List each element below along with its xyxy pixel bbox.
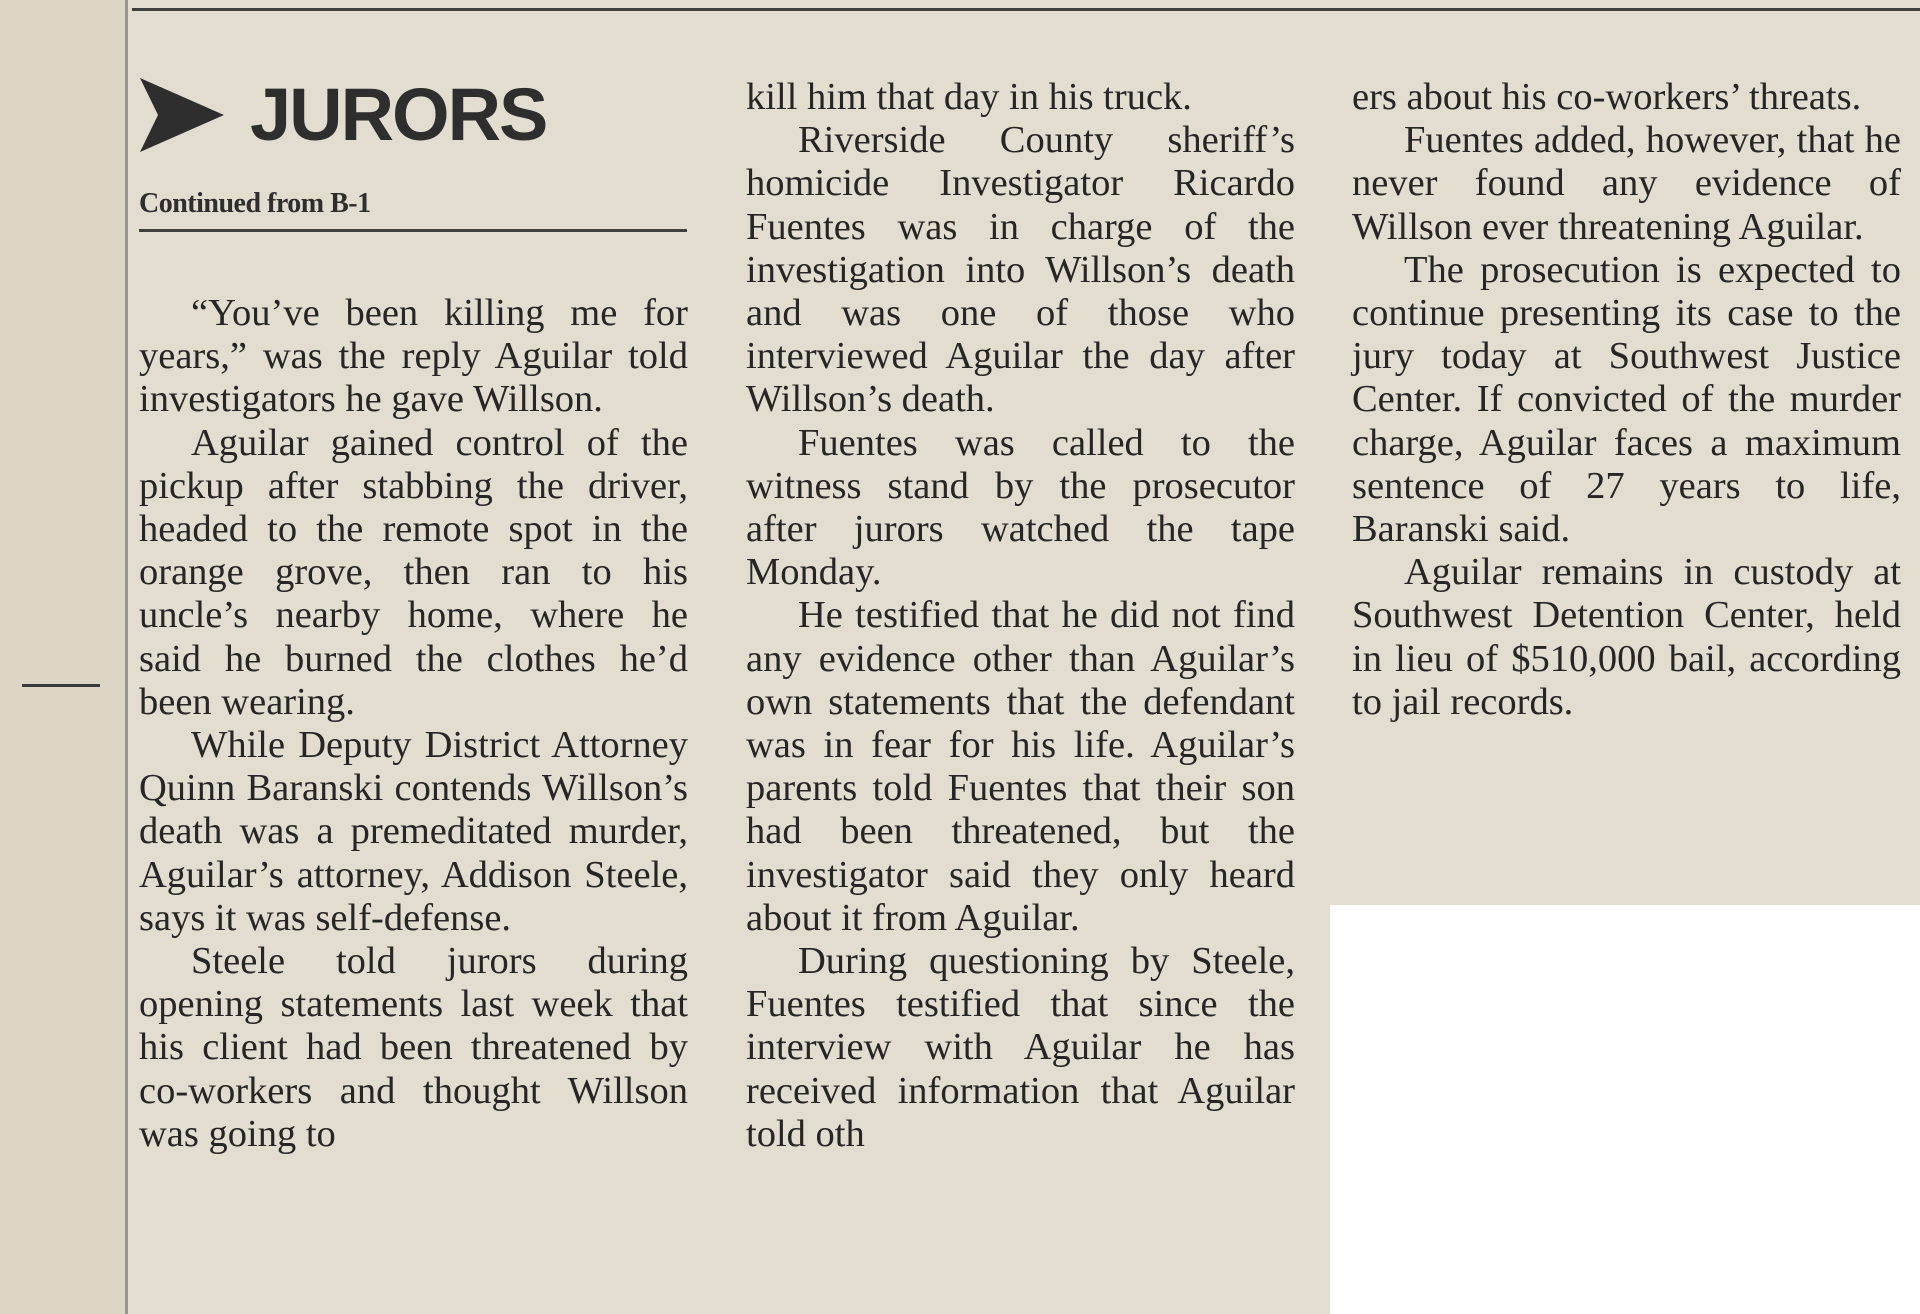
headline-kicker: JURORS bbox=[250, 73, 547, 156]
article-paragraph: He testified that he did not find any evidence other than Aguilar’s own statements that the defendant was in fear for his life. Aguilar’s parents told Fuentes that their son had been threatened, but the investigator said they only heard about it from Aguilar. bbox=[746, 594, 1295, 939]
jump-headline bbox=[140, 70, 546, 160]
article-paragraph: Aguilar gained control of the pickup after stabbing the driver, headed to the remote spot in the orange grove, then ran to his uncle’s nearby home, where he said he burned the clothes he’d been wearing. bbox=[139, 421, 688, 723]
article-paragraph: “You’ve been killing me for years,” was the reply Aguilar told investigators he gave Willson. bbox=[139, 292, 688, 421]
article-column-2 bbox=[746, 76, 1295, 1156]
continued-from-label: Continued from B-1 bbox=[139, 188, 371, 219]
article-paragraph: Fuentes was called to the witness stand by the prosecutor after jurors watched the tape Monday. bbox=[746, 421, 1295, 594]
article-paragraph: Fuentes added, however, that he never found any evidence of Willson ever threatening Aguilar. bbox=[1352, 119, 1901, 248]
top-rule bbox=[132, 8, 1920, 11]
margin-tick-mark bbox=[22, 684, 100, 687]
margin-strip bbox=[0, 0, 125, 1314]
article-paragraph: While Deputy District Attorney Quinn Baranski contends Willson’s death was a premeditated murder, Aguilar’s attorney, Addison Steele, says it was self-defense. bbox=[139, 724, 688, 939]
article-paragraph: Steele told jurors during opening statements last week that his client had been threatened by co-workers and thought Willson was going to bbox=[139, 940, 688, 1155]
continued-rule bbox=[139, 229, 687, 232]
article-paragraph: kill him that day in his truck. bbox=[746, 76, 1192, 118]
article-paragraph: Riverside County sheriff’s homicide Investigator Ricardo Fuentes was in charge of the investigation into Willson’s death and was one of those who interviewed Aguilar the day after Willson’s death. bbox=[746, 119, 1295, 421]
article-paragraph: During questioning by Steele, Fuentes testified that since the interview with Aguilar he has received information that Aguilar told oth bbox=[746, 940, 1295, 1155]
article-column-3 bbox=[1352, 76, 1901, 724]
article-paragraph: The prosecution is expected to continue presenting its case to the jury today at Southwest Justice Center. If convicted of the murder charge, Aguilar faces a maximum sentence of 27 years to life, Baranski said. bbox=[1352, 248, 1901, 551]
right-arrowhead-icon bbox=[140, 78, 224, 152]
article-paragraph: ers about his co-workers’ threats. bbox=[1352, 76, 1862, 118]
article-paragraph: Aguilar remains in custody at Southwest Detention Center, held in lieu of $510,000 bail, according to jail records. bbox=[1352, 551, 1901, 723]
article-column-1 bbox=[139, 292, 688, 1156]
column-fold-line bbox=[125, 0, 128, 1314]
